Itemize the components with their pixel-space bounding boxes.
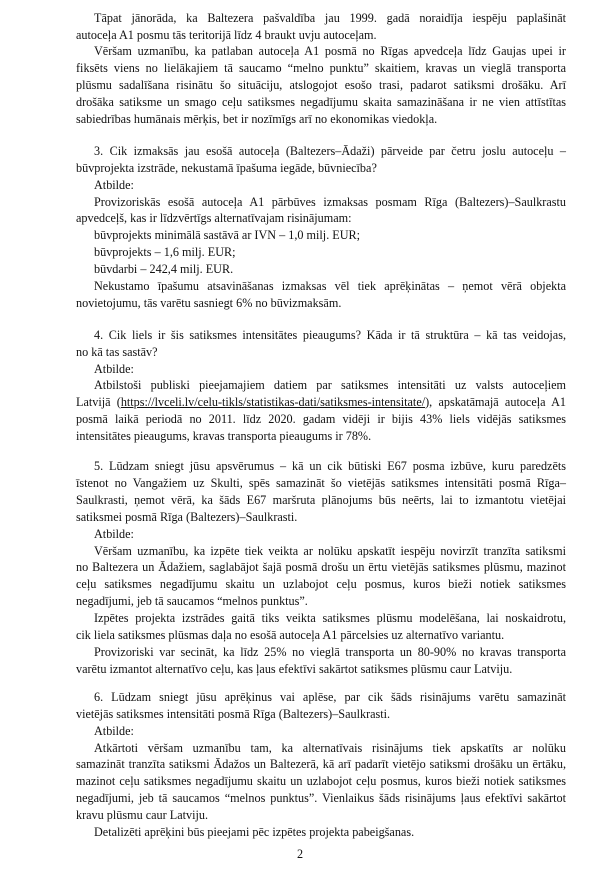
q4-answer-text: Latvijā (: [76, 395, 121, 410]
q4-answer-line: intensitātes pieaugums, kravas transporta pieaugums ir 78%.: [76, 429, 372, 444]
q6-answer-line: mazinot ceļu satiksmes negadījumu skaitu un uzlabojot ceļu posmus, kuros bieži notiek satiksmes: [76, 774, 566, 789]
q5-answer-line: Vēršam uzmanību, ka izpēte tiek veikta ar nolūku apskatīt iespēju novirzīt tranzīta satiksmi: [94, 543, 566, 558]
q4-answer-line: Atbilstoši publiski pieejamajiem datiem par satiksmes intensitāti uz valsts autoceļiem: [94, 378, 566, 393]
q6-answer-line: kravu plūsmu caur Latviju.: [76, 808, 208, 823]
q4-answer-text: ), apskatāmajā autoceļa A1: [425, 395, 566, 410]
q4-answer-line-with-link: [76, 394, 566, 411]
q5-answer-line: negadījumi, jeb tā saucamos “melnos punktus”.: [76, 594, 308, 609]
q3-cost-item: būvdarbi – 242,4 milj. EUR.: [94, 262, 234, 277]
q3-note-line: Nekustamo īpašumu atsavināšanas izmaksas vēl tiek aprēķinātas – ņemot vērā objekta: [94, 278, 566, 293]
q4-question-line: 4. Cik liels ir šis satiksmes intensitātes pieaugums? Kāda ir tā struktūra – kā tas veidojas,: [94, 327, 566, 342]
q5-answer-line: cik liela satiksmes plūsmas daļa no esošā autoceļa A1 pārcelsies uz alternatīvo variantu.: [76, 627, 505, 642]
q3-question-line: būvprojekta izstrāde, nekustamā īpašuma iegāde, būvniecība?: [76, 160, 377, 175]
q6-question-line: 6. Lūdzam sniegt jūsu aprēķinus vai aplēse, par cik šāds risinājums varētu samazināt: [94, 689, 566, 704]
q6-answer-line: Atkārtoti vēršam uzmanību tam, ka alternatīvais risinājums tiek apskatīts ar nolūku: [94, 740, 566, 755]
q5-answer-line: no Baltezera un Ādažiem, saglabājot šajā posmā drošu un ērtu vietējās satiksmes plūsmu, mazinot: [76, 560, 566, 575]
q5-question-line: Saulkrasti, ņemot vērā, ka šāds E67 maršruta plānojums būs neērts, lai to izmantotu vietējai: [76, 492, 566, 507]
q4-answer-label: Atbilde:: [94, 361, 134, 376]
q6-answer-line: negadījumi, jeb tā saucamos “melnos punktus”. Vienlaikus šāds risinājums ļaus efektīvi sakārtot: [76, 791, 566, 806]
q3-cost-item: būvprojekts minimālā sastāvā ar IVN – 1,0 milj. EUR;: [94, 228, 361, 243]
q5-question-line: īstenot no Vangažiem uz Skulti, spēs samazināt šo vietējās satiksmes intensitāti posmā Rīga–: [76, 475, 566, 490]
attention-line: plūsmu sadalīšana risinātu šo situāciju, atslogojot esošo trasi, padarot satiksmi drošāku. Arī: [76, 78, 566, 93]
q4-answer-line: posmā laikā periodā no 2011. līdz 2020. gadam vidēji ir bijis 43% liels vidējās satiksmes: [76, 412, 566, 427]
attention-line: fiksēts viens no lielākajiem tā saucamo “melno punktu” skaitiem, kravas un vieglā transporta: [76, 61, 566, 76]
q6-question-line: vietējās satiksmes intensitāti posmā Rīga (Baltezers)–Saulkrasti.: [76, 706, 391, 721]
statistics-link[interactable]: https://lvceli.lv/celu-tikls/statistikas-dati/satiksmes-intensitate/: [120, 395, 426, 410]
q3-answer-label: Atbilde:: [94, 177, 134, 192]
q5-question-line: 5. Lūdzam sniegt jūsu apsvērumus – kā un cik būtiski E67 posma izbūve, kuru paredzēts: [94, 459, 566, 474]
q5-answer-label: Atbilde:: [94, 526, 134, 541]
q5-answer-line: ceļu satiksmes negadījumu skaitu un uzlabojot ceļu posmus, kuros bieži notiek satiksmes: [76, 577, 566, 592]
q5-answer-line: varētu izmantot alternatīvo ceļu, kas ļaus efektīvi sakārtot satiksmes plūsmu caur Latviju.: [76, 661, 513, 676]
attention-line: Vēršam uzmanību, ka patlaban autoceļa A1 posmā no Rīgas apvedceļa līdz Gaujas upei ir: [94, 44, 566, 59]
q6-answer-line: Detalizēti aprēķini būs pieejami pēc izpētes projekta pabeigšanas.: [94, 825, 415, 839]
q3-cost-item: būvprojekts – 1,6 milj. EUR;: [94, 245, 236, 260]
attention-line: sabiedrības humānais mērķis, bet ir nozīmīgs arī no ekonomikas viedokļa.: [76, 111, 438, 126]
q3-question-line: 3. Cik izmaksās jau esošā autoceļa (Baltezers–Ādaži) pārveide par četru joslu autoceļu –: [94, 143, 566, 158]
q3-answer-line: Provizoriskās esošā autoceļa A1 pārbūves izmaksas posmam Rīga (Baltezers)–Saulkrastu: [94, 194, 566, 209]
q4-question-line: no kā tas sastāv?: [76, 344, 158, 359]
q3-note-line: novietojumu, tās varētu sasniegt 6% no būvizmaksām.: [76, 295, 342, 310]
q6-answer-line: samazināt tranzīta satiksmi Ādažos un Baltezerā, kā arī padarīt vietējo satiksmi drošāku un ērtāku,: [76, 757, 566, 772]
intro-line: Tāpat jānorāda, ka Baltezera pašvaldība jau 1999. gadā noraidīja iespēju paplašināt: [94, 10, 566, 25]
page-number: 2: [296, 847, 304, 861]
intro-line: autoceļa A1 posmu tās teritorijā līdz 4 braukt uvju autoceļam.: [76, 27, 377, 42]
q3-answer-line: apvedceļš, kas ir līdzvērtīgs alternatīvajam risinājumam:: [76, 211, 352, 226]
attention-line: drošāka satiksme un smago ceļu satiksmes negadījumu skaita samazināšana ir ne vien attīstītas: [76, 95, 566, 110]
q5-question-line: satiksmei posmā Rīga (Baltezers)–Saulkrasti.: [76, 509, 298, 524]
q6-answer-label: Atbilde:: [94, 723, 134, 738]
q5-answer-line: Provizoriski var secināt, ka līdz 25% no vieglā transporta un 80-90% no kravas transporta: [94, 644, 566, 659]
q5-answer-line: Izpētes projekta izstrādes gaitā tiks veikta satiksmes plūsmu modelēšana, lai noskaidrotu,: [94, 611, 566, 626]
